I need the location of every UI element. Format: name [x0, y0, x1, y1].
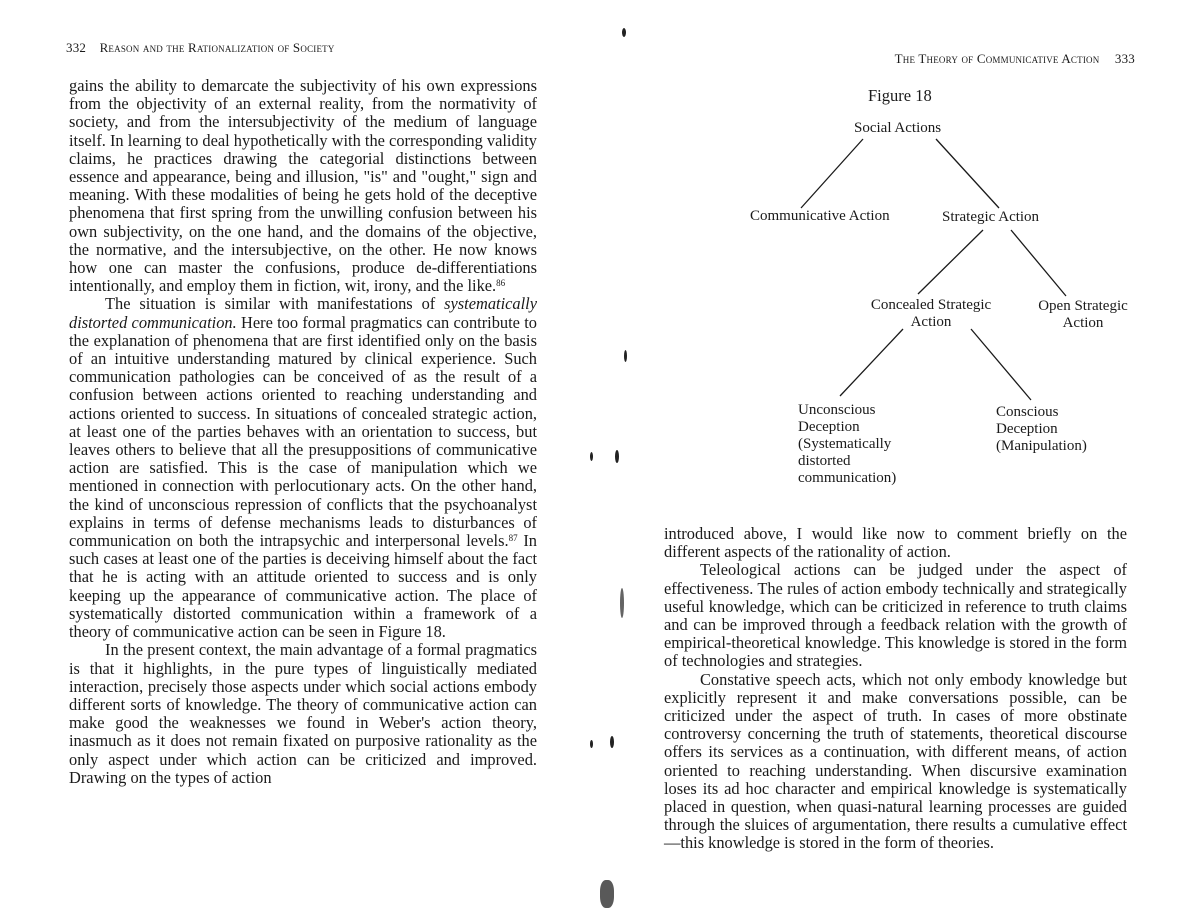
- emphasis-text: systematically distorted communication.: [69, 294, 537, 332]
- left-paragraph-1: [69, 77, 537, 295]
- left-text-block: [69, 77, 537, 787]
- right-paragraph-2: Teleological actions can be judged under the aspect of effectiveness. The rules of action embody technically and strategically useful knowledge, which can be criticized in reference to truth claims and can be improved through a feedback relation with the growth of empirical-theoretical knowledge. This knowledge is stored in the form of technologies and strategies.: [664, 560, 1127, 671]
- node-line: (Systematically: [798, 436, 892, 452]
- footnote-ref: 86: [496, 278, 506, 289]
- node-communicative-action: Communicative Action: [750, 208, 890, 224]
- edge-root-communicative: [801, 139, 863, 208]
- node-line: Deception: [996, 421, 1058, 437]
- paragraph-text: Here too formal pragmatics can contribute to the explanation of phenomena that are first identified only on the basis of an intuitive understanding matured by clinical experience. Such communication pathologies can be conceived of as the result of a confusion between actions oriented to reaching understanding and actions oriented to success. In situations of concealed strategic action, at least one of the parties behaves with an orientation to success, but leaves others to believe that all the presuppositions of communicative action are satisfied. This is the case of manipulation which we mentioned in connection with perlocutionary acts. On the other hand, the kind of unconscious repression of conflicts that the psychoanalyst explains in terms of defense mechanisms leads to disturbances of communication on both the intrapsychic and interpersonal levels.: [69, 312, 537, 551]
- scan-speck: [590, 740, 593, 748]
- node-line: Concealed Strategic: [870, 297, 992, 313]
- left-paragraph-3: [69, 641, 537, 787]
- edge-strategic-concealed: [918, 230, 983, 294]
- node-line: Deception: [798, 419, 860, 435]
- node-concealed-strategic-action: [864, 297, 998, 331]
- node-social-actions: Social Actions: [854, 120, 942, 136]
- footnote-ref: 87: [508, 533, 518, 544]
- left-running-title: Reason and the Rationalization of Society: [99, 40, 335, 55]
- edge-concealed-conscious: [971, 329, 1031, 400]
- scan-speck: [590, 452, 593, 461]
- figure-18-diagram: [596, 0, 1193, 500]
- edge-root-strategic: [936, 139, 999, 208]
- paragraph-lead: The situation is similar with manifestations of: [105, 294, 445, 314]
- node-line: communication): [798, 470, 897, 486]
- figure-title: Figure 18: [868, 86, 932, 105]
- paragraph-tail: In such cases at least one of the parties is deceiving himself about the fact that he is acting with an attitude oriented to success and is only keeping up the appearance of communicative action. The place of systematically distorted communication within a framework of a theory of communicative action can be seen in Figure 18.: [69, 531, 537, 642]
- node-line: Unconscious: [798, 402, 876, 418]
- paragraph-text: gains the ability to demarcate the subjectivity of his own expressions from the objectivity of an external reality, from the normativity of society, and from the intersubjectivity of the medium of language itself. In learning to deal hypothetically with the corresponding validity claims, he practices drawing the categorial distinctions between essence and appearance, being and illusion, "is" and "ought," sign and meaning. With these modalities of being he gets hold of the deceptive phenomena that first spring from the unwilling confusion between his own subjectivity, on the one hand, and the domains of the objective, the normative, and the intersubjective, on the other. He now knows how one can master the confusions, produce de-differentiations intentionally, and employ them in fiction, wit, irony, and the like.: [69, 76, 537, 296]
- left-page: [0, 0, 596, 908]
- node-unconscious-deception: [798, 402, 896, 487]
- node-strategic-action: Strategic Action: [942, 209, 1040, 225]
- edge-strategic-open: [1011, 230, 1066, 296]
- right-running-title: The Theory of Communicative Action: [894, 51, 1100, 66]
- left-paragraph-2: [69, 295, 537, 641]
- node-line: Conscious: [996, 404, 1059, 420]
- left-running-head: [66, 40, 335, 56]
- right-text-block: [664, 525, 1127, 853]
- node-open-strategic-action: [1032, 298, 1134, 332]
- left-page-number: 332: [66, 40, 87, 55]
- node-line: Action: [1062, 315, 1104, 331]
- node-conscious-deception: [996, 404, 1087, 455]
- node-line: Open Strategic: [1038, 298, 1128, 314]
- paragraph-text: In the present context, the main advantage of a formal pragmatics is that it highlights, in the pure types of linguistically mediated interaction, precisely those aspects under which social actions embody different sorts of knowledge. The theory of communicative action can make good the weaknesses we found in Weber's action theory, inasmuch as it does not remain fixated on purposive rationality as the only aspect under which action can be criticized and improved. Drawing on the types of action: [69, 640, 537, 787]
- edge-concealed-unconscious: [840, 329, 903, 396]
- node-line: (Manipulation): [996, 438, 1087, 454]
- right-paragraph-3: Constative speech acts, which not only embody knowledge but explicitly represent it and make conversations possible, can be criticized under the aspect of truth. In cases of more obstinate controversy concerning the truth of statements, theoretical discourse offers its services as a continuation, with different means, of action oriented to reaching understanding. When discursive examination loses its ad hoc character and empirical knowledge is systematically placed in question, when quasi-natural learning processes are guided through the sluices of argumentation, there results a cumulative effect—this knowledge is stored in the form of theories.: [664, 669, 1127, 853]
- right-page-number: 333: [1114, 51, 1135, 66]
- node-line: Action: [910, 314, 952, 330]
- right-paragraph-1: introduced above, I would like now to comment briefly on the different aspects of the rationality of action.: [664, 524, 1127, 562]
- right-page: [596, 0, 1193, 908]
- node-line: distorted: [798, 453, 851, 469]
